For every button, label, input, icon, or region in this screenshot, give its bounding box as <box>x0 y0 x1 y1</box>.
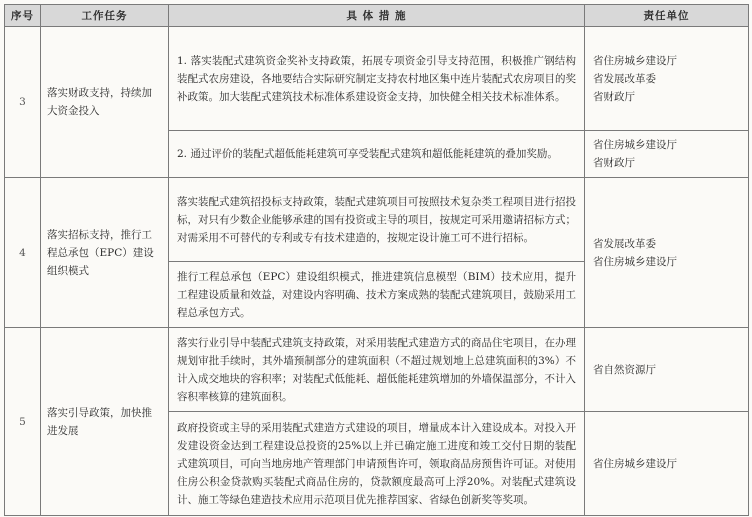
header-row <box>5 5 749 27</box>
task-cell: 落实财政支持，持续加大资金投入 <box>41 27 169 178</box>
measure-cell: 推行工程总承包（EPC）建设组织模式，推进建筑信息模型（BIM）技术应用，提升工程建设质量和效益，对建设内容明确、技术方案成熟的装配式建筑项目，鼓励采用工程总承包方式。 <box>169 262 585 328</box>
task-cell: 落实引导政策，加快推进发展 <box>41 328 169 516</box>
unit-line: 省财政厅 <box>593 157 635 169</box>
row-index: 3 <box>5 27 41 178</box>
unit-line: 省自然资源厅 <box>593 363 656 376</box>
table-row <box>5 178 749 262</box>
unit-line: 省财政厅 <box>593 90 635 103</box>
measure-cell: 落实行业引导中装配式建筑支持政策，对采用装配式建造方式的商品住宅项目，在办理规划审批手续时，其外墙预制部分的建筑面积（不超过规划地上总建筑面积的3%）不计入成交地块的容积率；对装配式低能耗、超低能耗建筑增加的外墙保温部分，不计入容积率核算的建筑面积。 <box>169 328 585 412</box>
unit-cell <box>585 27 749 131</box>
unit-cell <box>585 131 749 178</box>
header-unit: 责任单位 <box>585 5 749 27</box>
policy-table <box>4 4 749 516</box>
unit-line: 省住房城乡建设厅 <box>593 54 677 67</box>
unit-line: 省发展改革委 <box>593 237 656 250</box>
measure-cell: 政府投资或主导的采用装配式建造方式建设的项目，增量成本计入建设成本。对投入开发建设资金达到工程建设总投资的25%以上并已确定施工进度和竣工交付日期的装配式建筑项目，可向当地房地产管理部门申请预售许可，领取商品房预售许可证。对使用住房公积金贷款购买装配式商品住房的，贷款额度最高可上浮20%。对装配式建筑设计、施工等绿色建造技术应用示范项目优先推荐国家、省绿色创新奖等奖项。 <box>169 412 585 516</box>
table-row <box>5 27 749 131</box>
measure-cell: 1. 落实装配式建筑资金奖补支持政策，拓展专项资金引导支持范围，积极推广钢结构装配式农房建设，各地要结合实际研究制定支持农村地区集中连片装配式农房项目的奖补政策。加大装配式建筑技术标准体系建设资金支持，加快健全相关技术标准体系。 <box>169 27 585 131</box>
task-cell: 落实招标支持，推行工程总承包（EPC）建设组织模式 <box>41 178 169 328</box>
measure-cell: 2. 通过评价的装配式超低能耗建筑可享受装配式建筑和超低能耗建筑的叠加奖励。 <box>169 131 585 178</box>
unit-line: 省住房城乡建设厅 <box>593 139 677 151</box>
header-idx: 序号 <box>5 5 41 27</box>
measure-cell: 落实装配式建筑招投标支持政策，装配式建筑项目可按照技术复杂类工程项目进行招投标，对只有少数企业能够承建的国有投资或主导的项目，按规定可采用邀请招标方式；对需采用不可替代的专利或专有技术建造的，按规定设计施工可不进行招标。 <box>169 178 585 262</box>
row-index: 4 <box>5 178 41 328</box>
unit-line: 省住房城乡建设厅 <box>593 457 677 470</box>
unit-line: 省发展改革委 <box>593 72 656 85</box>
row-index: 5 <box>5 328 41 516</box>
table-row <box>5 328 749 412</box>
header-task: 工作任务 <box>41 5 169 27</box>
unit-line: 省住房城乡建设厅 <box>593 255 677 268</box>
unit-cell <box>585 178 749 328</box>
unit-cell <box>585 328 749 412</box>
unit-cell <box>585 412 749 516</box>
header-measure: 具 体 措 施 <box>169 5 585 27</box>
